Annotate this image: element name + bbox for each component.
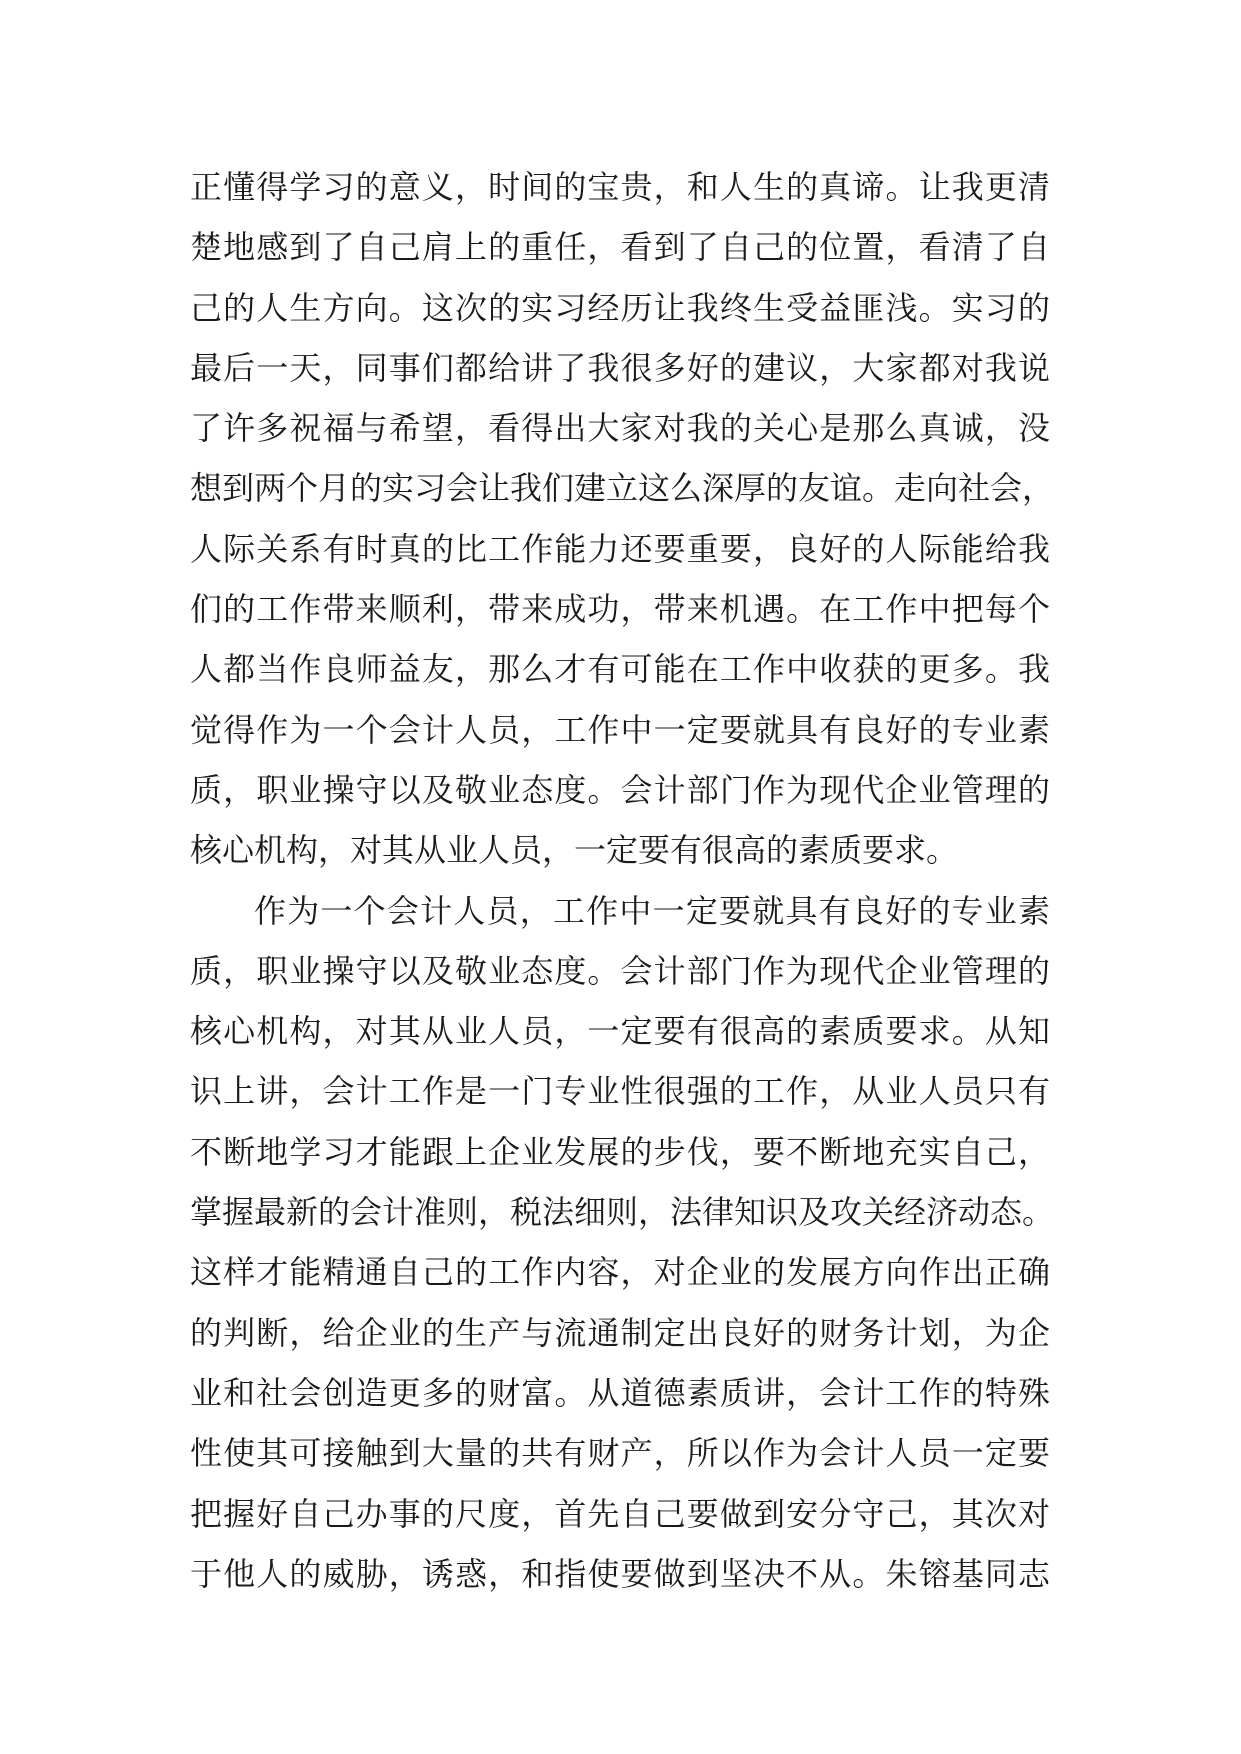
text-line: 核心机构，对其从业人员，一定要有很高的素质要求。 <box>190 831 959 870</box>
text-line: 楚地感到了自己肩上的重任，看到了自己的位置，看清了自 <box>190 228 1050 267</box>
document-body <box>190 157 1055 1604</box>
text-line: 掌握最新的会计准则，税法细则，法律知识及攻关经济动态。 <box>190 1193 1055 1232</box>
text-line: 作为一个会计人员，工作中一定要就具有良好的专业素 <box>254 891 1050 930</box>
text-line: 正懂得学习的意义，时间的宝贵，和人生的真谛。让我更清 <box>190 168 1050 206</box>
text-line: 了许多祝福与希望，看得出大家对我的关心是那么真诚，没 <box>190 409 1050 448</box>
text-line: 最后一天，同事们都给讲了我很多好的建议，大家都对我说 <box>190 348 1050 387</box>
text-line: 觉得作为一个会计人员，工作中一定要就具有良好的专业素 <box>190 710 1050 749</box>
text-line: 们的工作带来顺利，带来成功，带来机遇。在工作中把每个 <box>190 590 1050 629</box>
text-line: 质，职业操守以及敬业态度。会计部门作为现代企业管理的 <box>190 770 1050 809</box>
text-line: 己的人生方向。这次的实习经历让我终生受益匪浅。实习的 <box>190 288 1050 327</box>
text-line: 人都当作良师益友，那么才有可能在工作中收获的更多。我 <box>190 650 1050 689</box>
text-line: 识上讲，会计工作是一门专业性很强的工作，从业人员只有 <box>190 1072 1050 1111</box>
text-line: 于他人的威胁，诱惑，和指使要做到坚决不从。朱镕基同志 <box>190 1554 1050 1593</box>
text-line: 不断地学习才能跟上企业发展的步伐，要不断地充实自己， <box>190 1132 1050 1171</box>
text-line: 业和社会创造更多的财富。从道德素质讲，会计工作的特殊 <box>190 1373 1050 1412</box>
text-line: 这样才能精通自己的工作内容，对企业的发展方向作出正确 <box>190 1253 1050 1292</box>
text-line: 人际关系有时真的比工作能力还要重要，良好的人际能给我 <box>190 529 1050 568</box>
text-line: 质，职业操守以及敬业态度。会计部门作为现代企业管理的 <box>190 951 1050 990</box>
text-line: 把握好自己办事的尺度，首先自己要做到安分守己，其次对 <box>190 1494 1050 1533</box>
text-line: 的判断，给企业的生产与流通制定出良好的财务计划，为企 <box>190 1313 1050 1352</box>
text-line: 性使其可接触到大量的共有财产，所以作为会计人员一定要 <box>190 1434 1050 1473</box>
text-line: 想到两个月的实习会让我们建立这么深厚的友谊。走向社会， <box>190 469 1055 508</box>
text-line: 核心机构，对其从业人员，一定要有很高的素质要求。从知 <box>190 1012 1050 1051</box>
